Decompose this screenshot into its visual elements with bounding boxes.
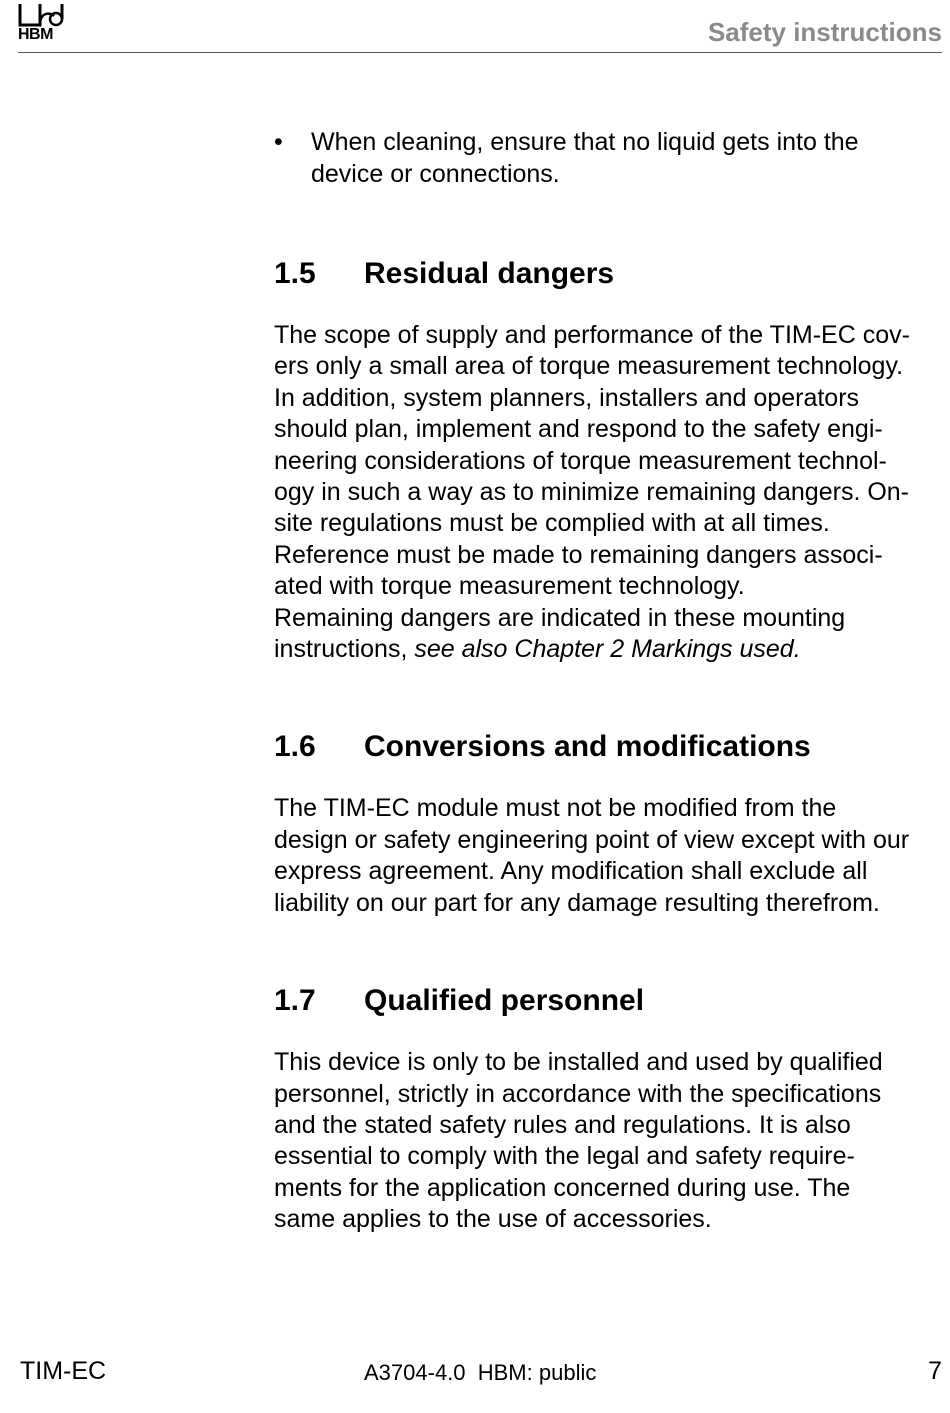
paragraph-line: same applies to the use of accessories.: [274, 1205, 712, 1234]
footer-document-id: A3704-4.0 HBM: public: [364, 1360, 597, 1385]
paragraph-line: In addition, system planners, installers and operators: [274, 383, 860, 412]
bullet-icon: •: [274, 128, 283, 156]
paragraph-line: ers only a small area of torque measurement technology.: [274, 352, 904, 381]
page-content: [274, 124, 946, 1236]
conversions-paragraph: [274, 793, 946, 919]
footer-page-number: 7: [928, 1357, 942, 1385]
section-number: 1.7: [274, 984, 316, 1018]
chapter-cross-reference: see also Chapter 2 Markings used.: [414, 635, 801, 664]
paragraph-line: liability on our part for any damage resulting therefrom.: [274, 888, 880, 917]
section-heading-residual-dangers: [274, 254, 946, 294]
paragraph-line: The TIM-EC module must not be modified from the: [274, 794, 837, 823]
logo-text: HBM: [18, 26, 53, 43]
section-number: 1.5: [274, 257, 316, 290]
paragraph-line: [274, 634, 946, 665]
section-title: Residual dangers: [364, 257, 615, 290]
section-number: 1.6: [274, 730, 316, 764]
paragraph-line: should plan, implement and respond to the safety engi-: [274, 415, 883, 444]
paragraph-line: and the stated safety rules and regulations. It is also: [274, 1110, 851, 1139]
paragraph-line: ated with torque measurement technology.: [274, 572, 745, 601]
bullet-line: device or connections.: [311, 160, 560, 188]
section-heading-qualified-personnel: [274, 981, 946, 1021]
paragraph-line: This device is only to be installed and used by qualified: [274, 1048, 883, 1077]
paragraph-line: personnel, strictly in accordance with the specifications: [274, 1079, 882, 1108]
paragraph-line: ments for the application concerned during use. The: [274, 1173, 851, 1202]
header-section-title: Safety instructions: [707, 17, 942, 47]
residual-dangers-paragraph: [274, 320, 946, 665]
hbm-logo-mark-icon: [18, 2, 68, 28]
paragraph-line: Reference must be made to remaining dangers associ-: [274, 540, 883, 569]
section-title: Conversions and modifications: [364, 730, 811, 764]
bullet-line: When cleaning, ensure that no liquid gets into the: [311, 128, 859, 156]
paragraph-line: design or safety engineering point of view except with our: [274, 825, 910, 854]
qualified-personnel-paragraph: [274, 1047, 946, 1235]
plain-text: instructions,: [274, 635, 415, 664]
paragraph-line: The scope of supply and performance of the TIM-EC cov-: [274, 321, 910, 349]
section-title: Qualified personnel: [364, 984, 645, 1018]
paragraph-line: ogy in such a way as to minimize remaining dangers. On-: [274, 478, 910, 507]
paragraph-line: site regulations must be complied with at all times.: [274, 509, 830, 538]
paragraph-line: essential to comply with the legal and safety require-: [274, 1142, 855, 1171]
header-divider: [18, 52, 942, 53]
paragraph-line: express agreement. Any modification shall exclude all: [274, 857, 868, 886]
cleaning-bullet-item: [274, 126, 946, 190]
paragraph-line: neering considerations of torque measurement technol-: [274, 446, 887, 475]
footer-product-name: TIM-EC: [20, 1357, 107, 1385]
paragraph-line: Remaining dangers are indicated in these mounting: [274, 603, 846, 632]
section-heading-conversions: [274, 727, 946, 767]
